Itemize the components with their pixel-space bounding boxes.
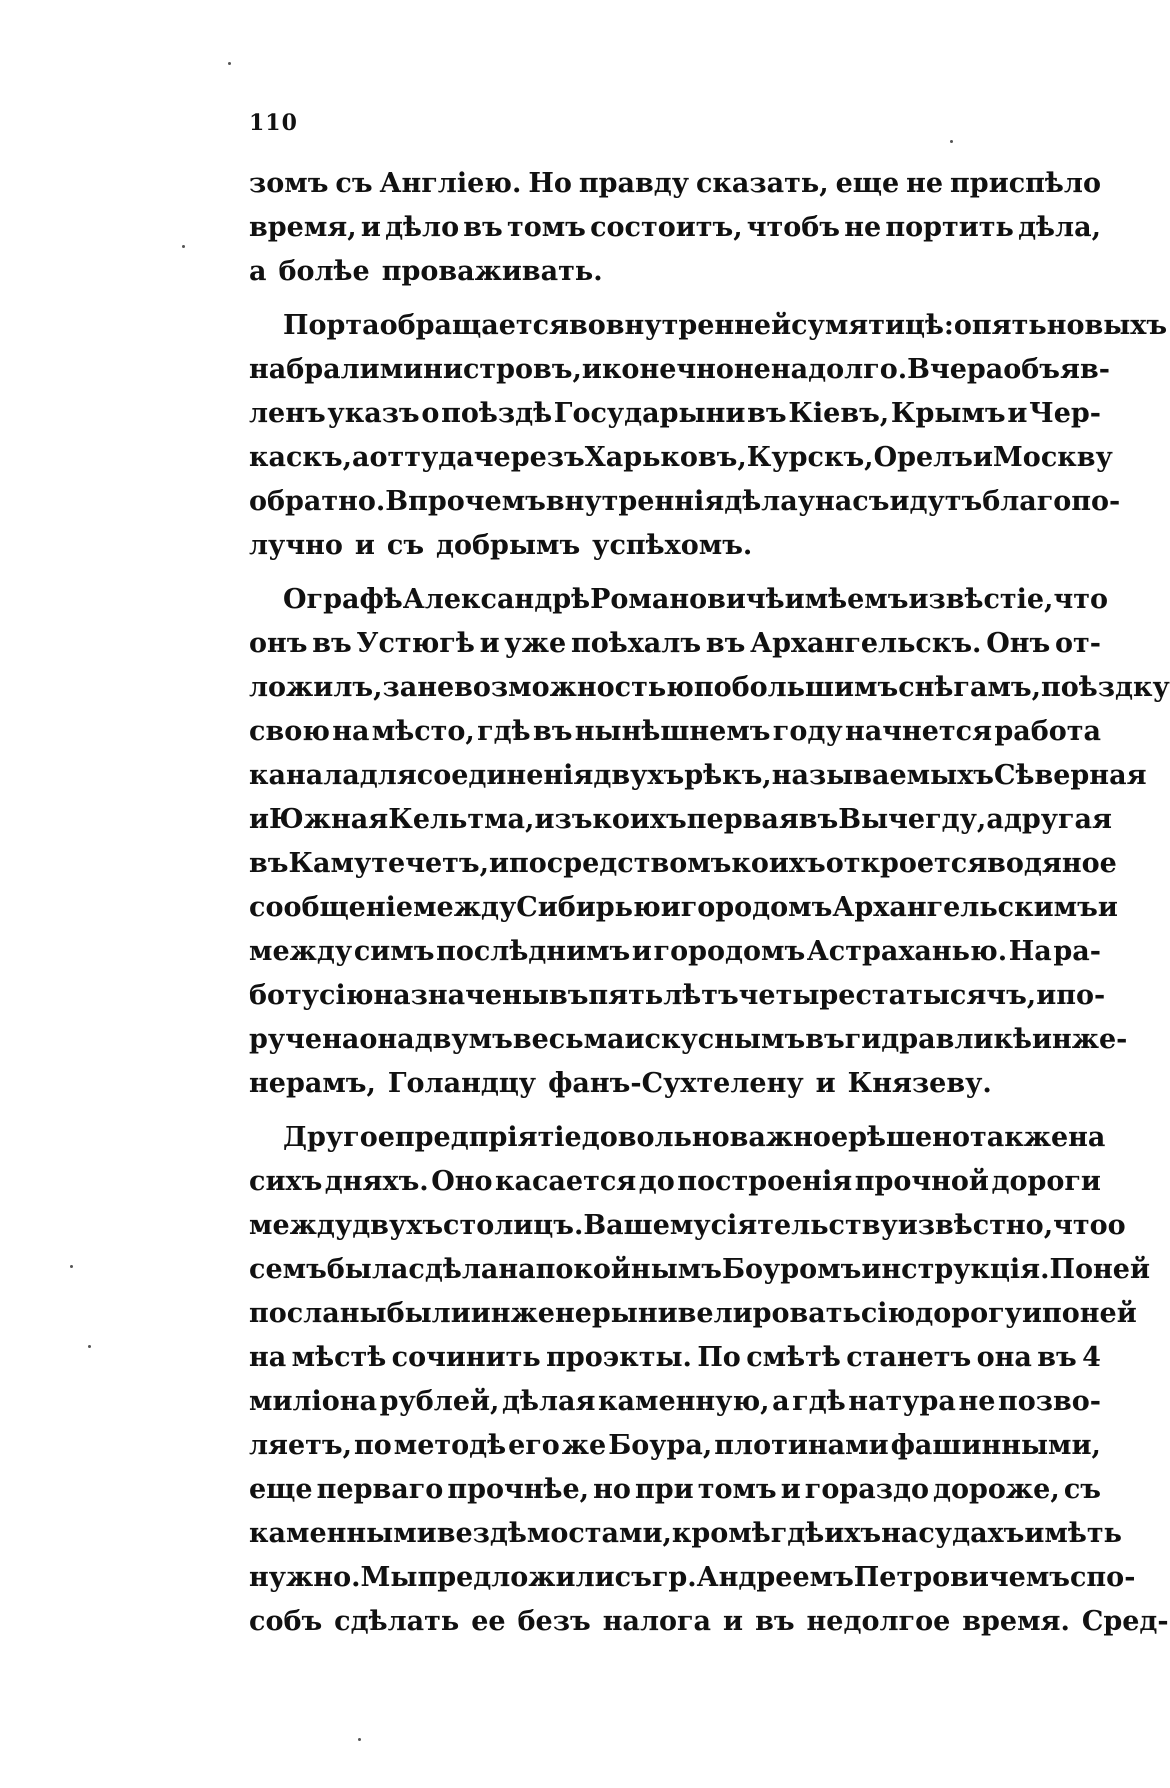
text-line: сихъ дняхъ. Оно касается до построенія прочной дороги xyxy=(249,1166,1101,1197)
scan-speck xyxy=(950,140,953,143)
text-line: посланы были инженеры нивелировать сію дорогу и по ней xyxy=(249,1298,1137,1329)
text-line: онъ въ Устюгѣ и уже поѣхалъ въ Архангельскъ. Онъ от- xyxy=(249,628,1101,659)
text-line: каскъ, а оттуда черезъ Харьковъ, Курскъ, Орелъ и Москву xyxy=(249,442,1113,473)
text-line: въ Каму течетъ, и посредствомъ коихъ откроется водяное xyxy=(249,848,1117,879)
paragraph xyxy=(249,304,1168,568)
text-line: на мѣстѣ сочинить проэкты. По смѣтѣ станетъ она въ 4 xyxy=(249,1342,1101,1373)
text-line: ложилъ, за невозможностью по большимъ снѣгамъ, поѣздку xyxy=(249,672,1170,703)
body-text xyxy=(249,162,1170,1654)
page-number: 110 xyxy=(249,110,298,136)
text-line: между симъ послѣднимъ и городомъ Астраханью. На ра- xyxy=(249,936,1101,967)
text-line: Порта обращается во внутренней сумятицѣ: опять новыхъ xyxy=(283,310,1168,341)
text-line: свою на мѣсто, гдѣ въ нынѣшнемъ году начнется работа xyxy=(249,716,1101,747)
paragraph xyxy=(249,578,1170,1106)
text-line: сообщеніе между Сибирью и городомъ Архангельскимъ и xyxy=(249,892,1118,923)
text-line: каменными вездѣ мостами, кромѣ гдѣ ихъ на судахъ имѣть xyxy=(249,1518,1122,1549)
scan-speck xyxy=(70,1265,73,1268)
text-line: О графѣ Александрѣ Романовичѣ имѣемъ извѣстіе, что xyxy=(283,584,1108,615)
text-line: нерамъ, Голандцу фанъ-Сухтелену и Князеву. xyxy=(249,1068,992,1099)
text-line: а болѣе проваживать. xyxy=(249,256,603,287)
paragraph xyxy=(249,1116,1169,1644)
paragraph xyxy=(249,162,1101,294)
text-line: лучно и съ добрымъ успѣхомъ. xyxy=(249,530,753,561)
text-line: Другое предпріятіе довольно важное рѣшено также на xyxy=(283,1122,1106,1153)
text-line: боту сію назначены въ пять лѣтъ четыреста тысячъ, и по- xyxy=(249,980,1106,1011)
scan-speck xyxy=(182,245,185,248)
text-line: обратно. Впрочемъ внутреннія дѣла у насъ идутъ благопо- xyxy=(249,486,1121,517)
text-line: ручена она двумъ весьма искуснымъ въ гидравликѣ инже- xyxy=(249,1024,1128,1055)
text-line: собъ сдѣлать ее безъ налога и въ недолгое время. Сред- xyxy=(249,1606,1169,1637)
text-line: ляетъ, по методѣ его же Боура, плотинами фашинными, xyxy=(249,1430,1101,1461)
scan-speck xyxy=(358,1738,361,1741)
text-line: еще перваго прочнѣе, но при томъ и гораздо дороже, съ xyxy=(249,1474,1101,1505)
text-line: и Южная Кельтма, изъ коихъ первая въ Вычегду, а другая xyxy=(249,804,1112,835)
text-line: зомъ съ Англіею. Но правду сказать, еще не приспѣло xyxy=(249,168,1101,199)
scan-speck xyxy=(88,1345,91,1348)
text-line: миліона рублей, дѣлая каменную, а гдѣ натура не позво- xyxy=(249,1386,1101,1417)
text-line: ленъ указъ о поѣздѣ Государыни въ Кіевъ, Крымъ и Чер- xyxy=(249,398,1101,429)
text-line: нужно. Мы предложили съ гр. Андреемъ Петровичемъ спо- xyxy=(249,1562,1136,1593)
text-line: канала для соединенія двухъ рѣкъ, называемыхъ Сѣверная xyxy=(249,760,1147,791)
scan-speck xyxy=(228,62,231,65)
text-line: между двухъ столицъ. Вашему сіятельству извѣстно, что о xyxy=(249,1210,1126,1241)
text-line: семъ была сдѣлана покойнымъ Боуромъ инструкція. По ней xyxy=(249,1254,1151,1285)
text-line: набрали министровъ, и конечно не надолго. Вчера объяв- xyxy=(249,354,1110,385)
text-line: время, и дѣло въ томъ состоитъ, чтобъ не портить дѣла, xyxy=(249,212,1101,243)
